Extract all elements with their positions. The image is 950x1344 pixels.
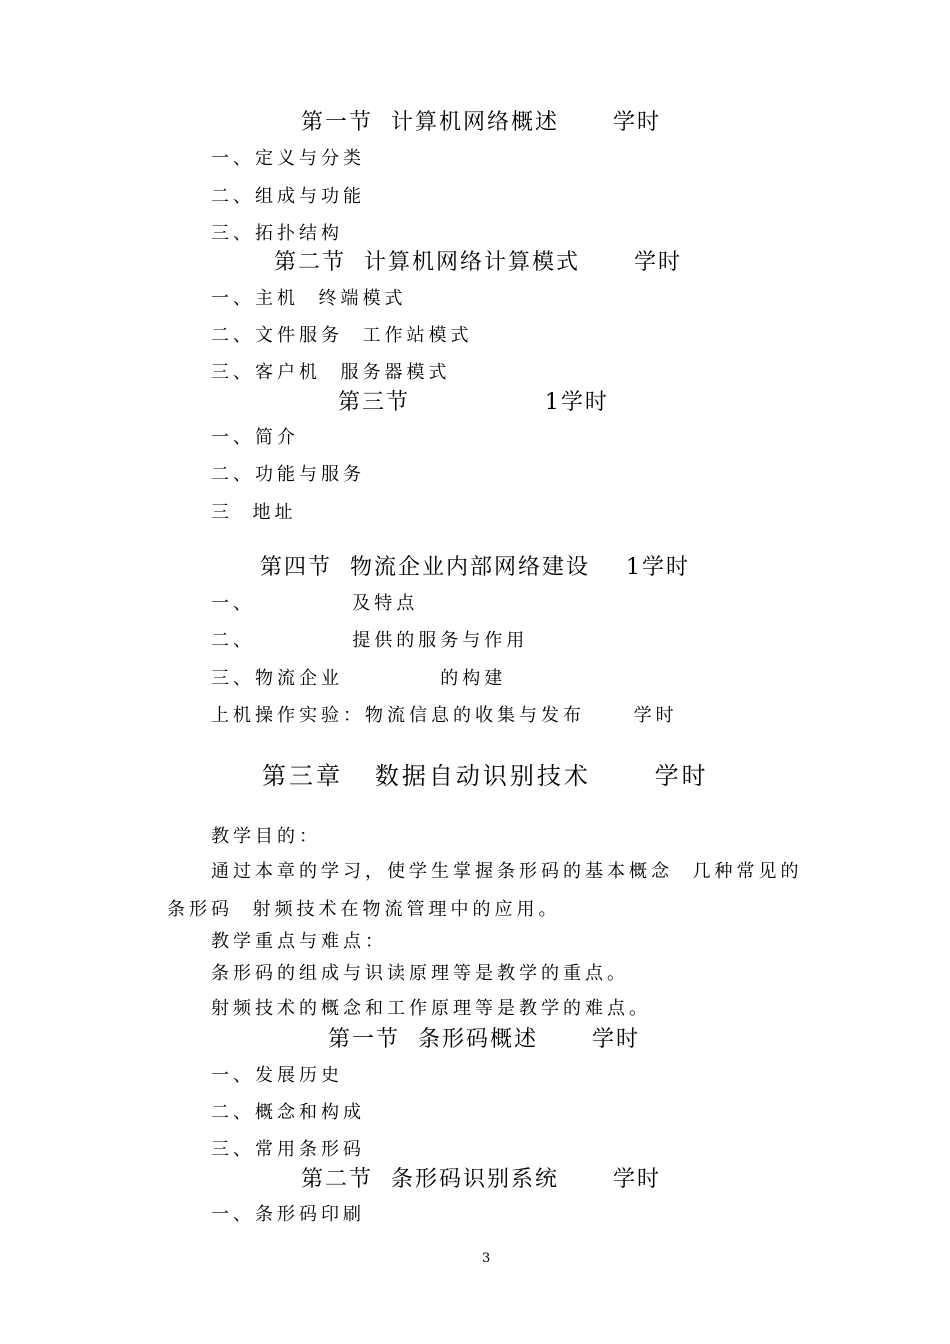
list-item: 三、拓扑结构 bbox=[211, 223, 343, 244]
list-item: 二、 提供的服务与作用 bbox=[211, 630, 529, 651]
difficulty-point: 射频技术的概念和工作原理等是教学的难点。 bbox=[211, 998, 651, 1019]
list-item: 二、组成与功能 bbox=[211, 186, 365, 207]
objectives-text: 通过本章的学习，使学生掌握条形码的基本概念 几种常见的 bbox=[211, 861, 803, 882]
list-item: 一、发展历史 bbox=[211, 1065, 343, 1086]
list-item: 二、概念和构成 bbox=[211, 1102, 365, 1123]
list-item: 二、功能与服务 bbox=[211, 464, 365, 485]
list-item: 一、主机 终端模式 bbox=[211, 288, 407, 309]
section-heading: 第二节 条形码识别系统 学时 bbox=[301, 1167, 661, 1192]
section-heading: 第一节 条形码概述 学时 bbox=[328, 1027, 640, 1052]
section-heading: 第四节 物流企业内部网络建设 1学时 bbox=[260, 555, 690, 580]
list-item: 三、客户机 服务器模式 bbox=[211, 362, 451, 383]
list-item: 一、条形码印刷 bbox=[211, 1204, 365, 1225]
list-item: 一、简介 bbox=[211, 427, 299, 448]
objectives-text: 条形码 射频技术在物流管理中的应用。 bbox=[167, 899, 561, 920]
list-item: 三 地址 bbox=[211, 502, 297, 523]
lab-line: 上机操作实验：物流信息的收集与发布 学时 bbox=[211, 705, 678, 726]
key-label: 教学重点与难点： bbox=[211, 931, 387, 952]
list-item: 三、常用条形码 bbox=[211, 1139, 365, 1160]
chapter-heading: 第三章 数据自动识别技术 学时 bbox=[262, 762, 709, 790]
key-point: 条形码的组成与识读原理等是教学的重点。 bbox=[211, 963, 629, 984]
objectives-label: 教学目的： bbox=[211, 826, 321, 847]
section-heading: 第三节 1学时 bbox=[338, 390, 609, 415]
section-heading: 第二节 计算机网络计算模式 学时 bbox=[274, 250, 682, 275]
list-item: 一、 及特点 bbox=[211, 593, 419, 614]
page-number: 3 bbox=[482, 1251, 491, 1266]
list-item: 一、定义与分类 bbox=[211, 148, 365, 169]
list-item: 三、物流企业 的构建 bbox=[211, 668, 507, 689]
list-item: 二、文件服务 工作站模式 bbox=[211, 325, 473, 346]
section-heading: 第一节 计算机网络概述 学时 bbox=[301, 110, 661, 135]
